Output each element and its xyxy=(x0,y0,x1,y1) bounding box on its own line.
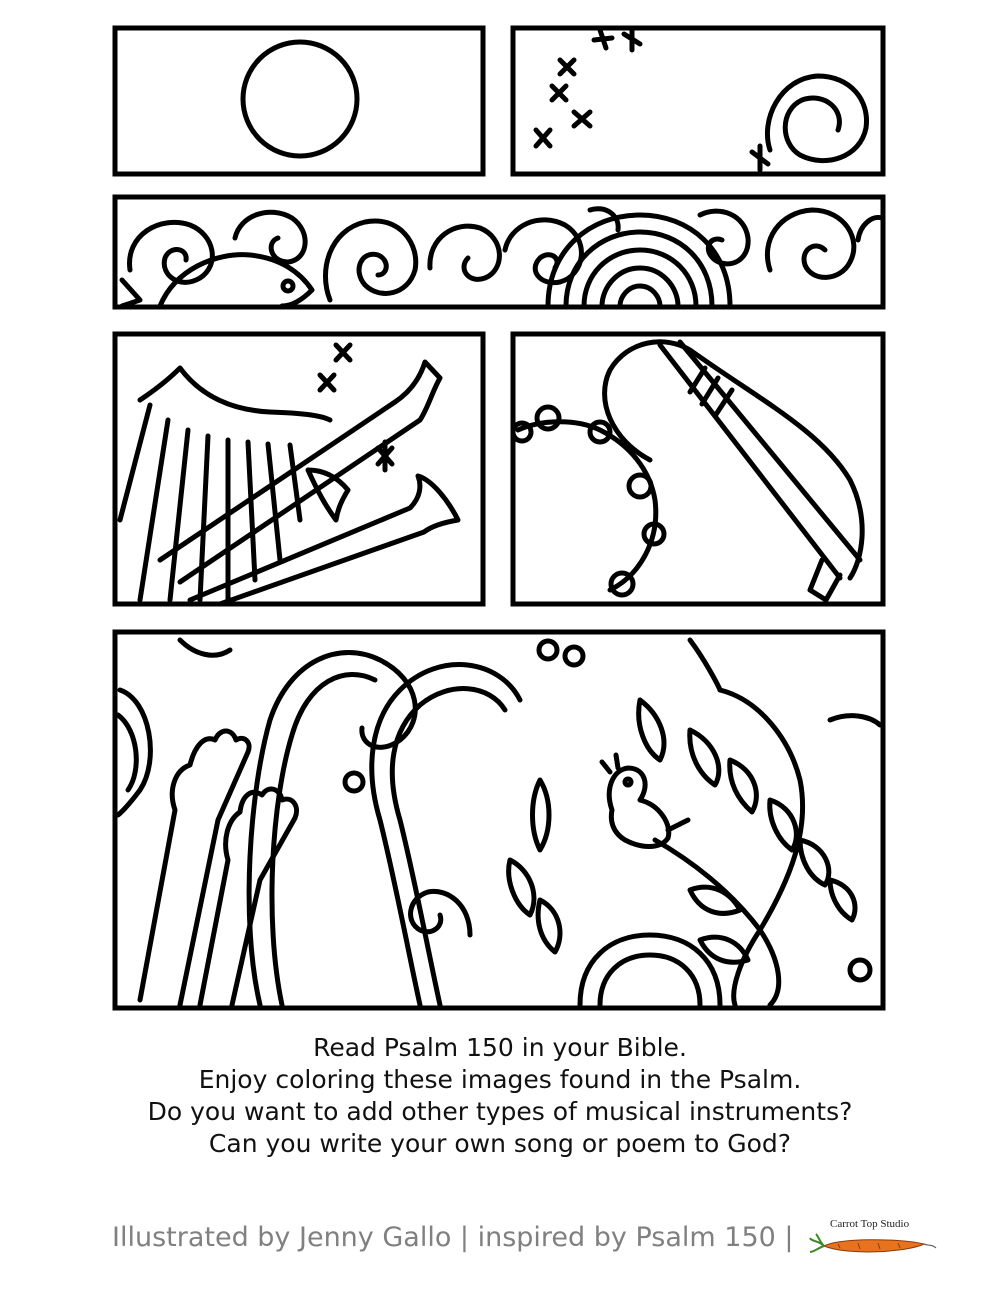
harp xyxy=(120,368,330,600)
panel-lute-tambourine xyxy=(513,334,883,604)
star-marks xyxy=(536,28,768,170)
panel-sun xyxy=(115,28,483,174)
fish-creature xyxy=(122,255,312,306)
credit-text: Illustrated by Jenny Gallo | inspired by Psalm 150 | xyxy=(112,1222,794,1253)
bird xyxy=(602,755,688,847)
moon-spiral xyxy=(767,76,866,161)
sun-circle xyxy=(243,42,357,156)
instructions-text xyxy=(0,1032,1000,1160)
hand-left xyxy=(140,731,249,1005)
panel-harp-trumpets xyxy=(115,334,483,604)
panel-sea xyxy=(115,197,883,307)
logo-text: Carrot Top Studio xyxy=(830,1218,910,1230)
instruction-line-1: Read Psalm 150 in your Bible. xyxy=(313,1033,687,1062)
panel-moon-stars xyxy=(513,28,883,174)
branch-leaves xyxy=(509,700,880,962)
credit-footer xyxy=(0,1216,1000,1260)
instruction-line-3: Do you want to add other types of musical instruments? xyxy=(147,1097,853,1126)
star-marks-harp xyxy=(320,345,392,470)
carrot-icon xyxy=(808,1230,938,1264)
panel-praise xyxy=(115,632,883,1008)
instruction-line-2: Enjoy coloring these images found in the Psalm. xyxy=(198,1065,802,1094)
carrot-top-studio-logo xyxy=(808,1216,938,1266)
swirls-large xyxy=(118,640,520,1005)
tambourine xyxy=(513,407,664,595)
rainbow-arches xyxy=(548,215,730,306)
instruction-line-4: Can you write your own song or poem to God? xyxy=(208,1129,792,1158)
